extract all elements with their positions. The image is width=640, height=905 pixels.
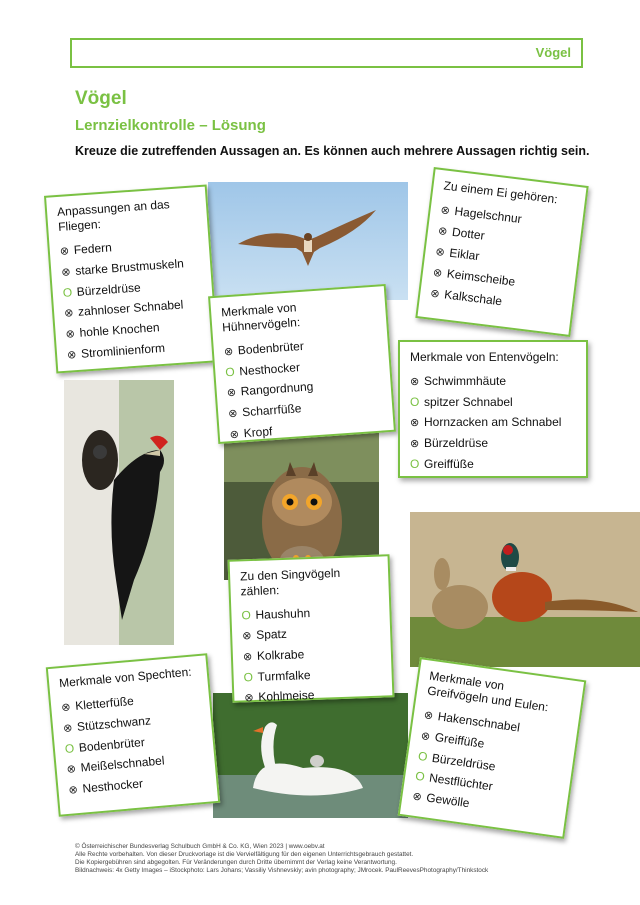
header-bar [70, 38, 583, 68]
photo-swan [213, 693, 408, 818]
checkbox-marker: ⊗ [439, 204, 451, 218]
item-label: Greiffüße [434, 730, 486, 751]
photo-pheasants [410, 512, 640, 667]
item-label: Bürzeldrüse [424, 436, 489, 450]
checkbox-marker: ⊗ [420, 730, 431, 744]
item-label: Keimscheibe [446, 266, 517, 289]
checkbox-marker: ⊗ [410, 438, 420, 450]
item-label: Greiffüße [424, 457, 474, 471]
item-label: hohle Knochen [79, 320, 160, 340]
item-label: Bürzeldrüse [431, 750, 497, 774]
checkbox-marker: ⊗ [410, 417, 420, 429]
item-label: Nesthocker [81, 776, 144, 796]
card-title: Zu den Singvögeln zählen: [239, 565, 341, 599]
checkbox-marker: ⊗ [229, 428, 240, 442]
card-anseriformes [398, 340, 588, 478]
header-label: Vögel [535, 45, 571, 60]
checkbox-marker: O [414, 768, 426, 784]
checkbox-marker: ⊗ [411, 790, 423, 804]
item-label: Gewölle [425, 790, 471, 811]
checkbox-marker: O [241, 608, 252, 623]
item-label: Hornzacken am Schnabel [424, 415, 562, 429]
checkbox-marker: ⊗ [68, 784, 79, 797]
card-title: Anpassungen an das Fliegen: [56, 197, 171, 234]
item-label: Kohlmeise [258, 687, 315, 704]
item-label: Turmfalke [257, 668, 311, 684]
checkbox-marker: ⊗ [429, 287, 441, 301]
checkbox-marker: ⊗ [410, 376, 420, 388]
checkbox-marker: ⊗ [244, 692, 254, 705]
card-flight-adaptations [44, 185, 219, 374]
item-label: Kalkschale [443, 287, 503, 309]
checkbox-marker: ⊗ [66, 349, 77, 362]
checkbox-marker: O [243, 670, 254, 685]
checkbox-marker: O [410, 395, 420, 409]
card-raptors-owls [398, 657, 587, 839]
list-item[interactable] [410, 412, 576, 433]
list-item[interactable] [410, 392, 576, 412]
item-label: Bürzeldrüse [76, 280, 142, 299]
checkbox-marker: ⊗ [60, 266, 72, 279]
card-galliformes [208, 284, 396, 444]
checkbox-marker: ⊗ [65, 328, 76, 341]
footer-line: Die Kopiergebühren sind abgegolten. Für Veränderungen durch Dritte übernimmt der Verlag keine Verantwortung. [75, 859, 397, 866]
list-item[interactable] [410, 371, 576, 392]
card-title: Merkmale von Spechten: [58, 664, 193, 691]
item-label: Bodenbrüter [237, 338, 305, 358]
item-label: Schwimmhäute [424, 374, 507, 388]
item-label: Haushuhn [255, 606, 311, 622]
item-label: Nesthocker [238, 360, 301, 379]
card-title: Merkmale von Greifvögeln und Eulen: [426, 668, 550, 715]
checkbox-marker: ⊗ [227, 407, 238, 421]
photo-woodpecker [64, 380, 174, 645]
checkbox-marker: ⊗ [242, 651, 253, 664]
footer-line: Bildnachweis: 4x Getty Images – iStockphoto: Lars Johans; Vassiliy Vishnevskiy; avin photography; JMrocek. PaulReevesPhotography/Thinkstock [75, 867, 489, 874]
checkbox-marker: O [224, 364, 236, 380]
checkbox-marker: ⊗ [59, 245, 70, 258]
list-item[interactable] [410, 454, 576, 474]
footer-line: © Österreichischer Bundesverlag Schulbuch GmbH & Co. KG, Wien 2023 | www.oebv.at [75, 843, 325, 850]
card-title: Merkmale von Hühnervögeln: [220, 300, 301, 335]
checkbox-marker: ⊗ [423, 709, 434, 723]
item-label: Federn [73, 240, 113, 257]
checkbox-marker: ⊗ [434, 245, 446, 259]
item-label: zahnloser Schnabel [77, 297, 184, 319]
card-title: Merkmale von Entenvögeln: [410, 350, 559, 364]
item-label: Meißelschnabel [80, 753, 165, 775]
checkbox-marker: ⊗ [66, 763, 77, 776]
checkbox-marker: ⊗ [432, 266, 443, 280]
item-label: starke Brustmuskeln [74, 256, 185, 278]
checkbox-marker: ⊗ [242, 630, 252, 643]
item-label: Nestflüchter [428, 770, 494, 794]
card-songbirds [228, 554, 395, 703]
card-woodpeckers [46, 653, 220, 817]
footer-credits [75, 843, 575, 875]
item-label: Hagelschnur [453, 203, 523, 227]
checkbox-marker: O [62, 285, 73, 300]
item-label: Eiklar [448, 245, 481, 264]
page-title: Vögel [75, 88, 127, 109]
item-label: Kropf [243, 424, 273, 441]
checkbox-marker: ⊗ [226, 386, 237, 400]
item-label: Kletterfüße [74, 693, 135, 713]
item-label: Stützschwanz [76, 713, 152, 734]
list-item[interactable] [410, 433, 576, 454]
footer-line: Alle Rechte vorbehalten. Von dieser Druckvorlage ist die Vervielfältigung für den eigenen Unterrichtsgebrauch gestattet. [75, 851, 414, 858]
item-label: Bodenbrüter [78, 735, 146, 755]
checkbox-marker: ⊗ [223, 345, 234, 359]
card-title: Zu einem Ei gehören: [442, 178, 559, 207]
item-label: Dotter [451, 224, 486, 243]
item-label: Spatz [255, 626, 288, 642]
photo-buzzard [208, 182, 408, 300]
instruction-text: Kreuze die zutreffenden Aussagen an. Es können auch mehrere Aussagen richtig sein. [75, 144, 590, 158]
checkbox-marker: ⊗ [60, 701, 72, 715]
checkbox-marker: ⊗ [62, 722, 73, 736]
checkbox-marker: ⊗ [63, 307, 74, 320]
item-label: Rangordnung [240, 379, 314, 399]
item-label: Kolkrabe [256, 647, 305, 663]
checkbox-marker: O [417, 748, 429, 765]
card-egg-parts [415, 167, 588, 337]
item-label: spitzer Schnabel [424, 395, 513, 409]
checkbox-marker: ⊗ [437, 225, 448, 239]
item-label: Hakenschnabel [436, 709, 521, 735]
checkbox-marker: O [410, 457, 420, 471]
item-label: Stromlinienform [80, 340, 166, 361]
page-subtitle: Lernzielkontrolle – Lösung [75, 117, 266, 134]
item-label: Scharrfüße [241, 401, 302, 420]
checkbox-marker: O [64, 741, 75, 756]
